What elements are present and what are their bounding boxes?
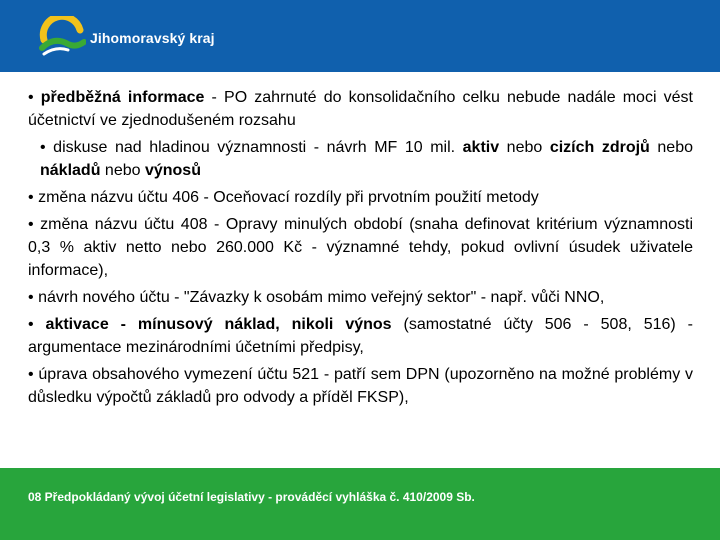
bullet: • bbox=[28, 216, 34, 233]
paragraph-2 bbox=[40, 136, 693, 182]
header-bar bbox=[0, 0, 720, 72]
paragraph-6 bbox=[28, 313, 693, 359]
text: úprava obsahového vymezení účtu 521 - patří sem DPN (upozorněno na možné problémy v důsledku výpočtů základů pro odvody a příděl FKSP), bbox=[28, 366, 693, 406]
bullet: • bbox=[28, 366, 34, 383]
jihomoravsky-kraj-logo-icon bbox=[38, 16, 86, 56]
text: (samostatné účty 506 - 508, 516) - argumentace mezinárodními účetními předpisy, bbox=[28, 316, 694, 356]
text: změna názvu účtu 408 - Opravy minulých období (snaha definovat kritérium významnosti 0,3 % aktiv netto nebo 260.000 Kč - významné tehdy, pokud ovlivní úsudek uživatele informace), bbox=[28, 216, 694, 279]
bullet: • bbox=[28, 289, 34, 306]
bullet: • bbox=[28, 316, 34, 333]
paragraph-3 bbox=[28, 186, 693, 209]
bold-text: cizích zdrojů bbox=[549, 139, 650, 156]
paragraph-5 bbox=[28, 286, 693, 309]
text: nebo bbox=[649, 139, 693, 156]
text: změna názvu účtu 406 - Oceňovací rozdíly při prvotním použití metody bbox=[38, 189, 539, 206]
paragraph-1 bbox=[28, 86, 693, 132]
text: nebo bbox=[100, 162, 145, 179]
bold-text: aktiv bbox=[462, 139, 500, 156]
bold-text: výnosů bbox=[144, 162, 201, 179]
text: - PO zahrnuté do konsolidačního celku nebude nadále moci vést účetnictví ve zjednodušeném rozsahu bbox=[28, 89, 694, 129]
text: diskuse nad hladinou významnosti - návrh MF 10 mil. bbox=[53, 139, 463, 156]
bold-text: aktivace - mínusový náklad, nikoli výnos bbox=[45, 316, 392, 333]
brand-name: Jihomoravský kraj bbox=[90, 30, 215, 46]
bold-text: předběžná informace bbox=[40, 89, 205, 106]
footer-text: 08 Předpokládaný vývoj účetní legislativy - prováděcí vyhláška č. 410/2009 Sb. bbox=[28, 490, 475, 504]
bullet: • bbox=[28, 189, 34, 206]
slide-content bbox=[28, 86, 693, 413]
paragraph-7 bbox=[28, 363, 693, 409]
bullet: • bbox=[40, 139, 46, 156]
footer-bar bbox=[0, 468, 720, 540]
bullet: • bbox=[28, 89, 34, 106]
bold-text: nákladů bbox=[40, 162, 101, 179]
paragraph-4 bbox=[28, 213, 693, 282]
text: nebo bbox=[499, 139, 550, 156]
text: návrh nového účtu - "Závazky k osobám mimo veřejný sektor" - např. vůči NNO, bbox=[38, 289, 605, 306]
